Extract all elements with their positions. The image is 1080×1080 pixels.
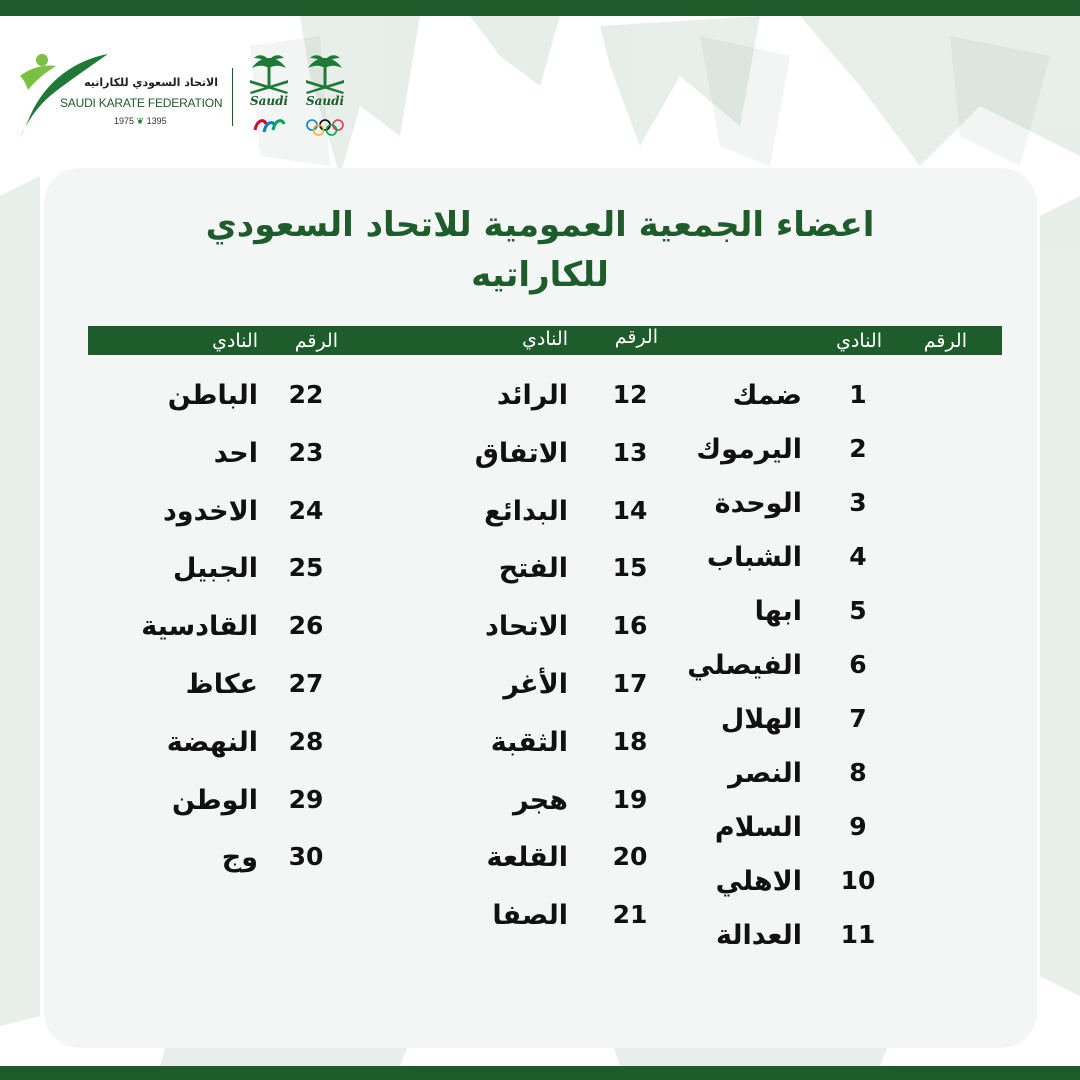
- karate-kick-icon: [16, 46, 112, 142]
- member-number: 17: [612, 669, 648, 698]
- club-name: ابها: [754, 596, 802, 627]
- table-row: [380, 787, 680, 827]
- club-name: عكاظ: [185, 669, 258, 700]
- federation-arabic-name: الاتحاد السعودي للكاراتيه: [84, 76, 218, 89]
- club-name: الثقبة: [490, 727, 568, 758]
- member-number: 11: [840, 920, 876, 949]
- year-hijri: 1395: [146, 116, 167, 126]
- member-number: 7: [849, 704, 867, 733]
- member-number: 14: [612, 496, 648, 525]
- club-name: العدالة: [716, 920, 802, 951]
- club-name: الاتفاق: [474, 438, 568, 469]
- member-number: 16: [612, 611, 648, 640]
- club-name: الاتحاد: [485, 611, 568, 642]
- table-row: [60, 382, 360, 422]
- club-name: ضمك: [732, 380, 802, 411]
- table-row: [380, 440, 680, 480]
- table-row: [380, 382, 680, 422]
- table-row: [60, 440, 360, 480]
- table-row: [700, 706, 1000, 746]
- saudi-karate-federation-logo: [16, 46, 226, 146]
- table-row: [380, 902, 680, 942]
- club-name: الصفا: [492, 900, 568, 931]
- clubs-column-3: [60, 382, 360, 982]
- table-row: [60, 498, 360, 538]
- member-number: 4: [849, 542, 867, 571]
- club-name: الأغر: [503, 669, 568, 700]
- table-row: [700, 868, 1000, 908]
- member-number: 21: [612, 900, 648, 929]
- club-name: الاخدود: [162, 496, 258, 527]
- club-name: الوطن: [171, 785, 258, 816]
- table-row: [60, 729, 360, 769]
- table-row: [700, 814, 1000, 854]
- federation-english-name: SAUDI KARATE FEDERATION: [60, 96, 223, 110]
- column2-club-header: النادي: [522, 328, 568, 350]
- member-number: 29: [288, 785, 324, 814]
- member-number: 6: [849, 650, 867, 679]
- page-title-line2: للكاراتيه: [471, 255, 609, 295]
- table-row: [380, 729, 680, 769]
- saudi-paralympic-logo: [244, 54, 294, 146]
- member-number: 22: [288, 380, 324, 409]
- club-name: الرائد: [496, 380, 568, 411]
- club-name: احد: [213, 438, 258, 469]
- member-number: 24: [288, 496, 324, 525]
- table-row: [700, 760, 1000, 800]
- club-name: النصر: [728, 758, 802, 789]
- member-number: 2: [849, 434, 867, 463]
- palm-icon: ❦: [136, 116, 145, 126]
- table-row: [380, 671, 680, 711]
- saudi-wordmark: Saudi: [305, 94, 345, 108]
- table-row: [700, 598, 1000, 638]
- table-row: [700, 382, 1000, 422]
- club-name: الباطن: [167, 380, 258, 411]
- saudi-olympic-logo: [300, 54, 350, 146]
- member-number: 28: [288, 727, 324, 756]
- clubs-column-1: [687, 380, 1000, 982]
- column2-number-header: الرقم: [614, 326, 658, 348]
- club-name: السلام: [714, 812, 802, 843]
- clubs-column-2: [380, 382, 680, 982]
- top-green-bar: [0, 0, 1080, 16]
- member-number: 5: [849, 596, 867, 625]
- club-name: هجر: [513, 785, 568, 816]
- member-number: 8: [849, 758, 867, 787]
- olympic-rings-icon: [305, 118, 345, 138]
- palm-swords-icon: [244, 54, 294, 96]
- table-row: [60, 613, 360, 653]
- member-number: 15: [612, 553, 648, 582]
- member-number: 23: [288, 438, 324, 467]
- club-name: القادسية: [141, 611, 258, 642]
- bottom-green-bar: [0, 1066, 1080, 1080]
- table-row: [60, 671, 360, 711]
- table-row: [700, 544, 1000, 584]
- table-row: [380, 613, 680, 653]
- table-row: [380, 555, 680, 595]
- table-row: [60, 555, 360, 595]
- member-number: 1: [849, 380, 867, 409]
- club-name: وج: [221, 842, 258, 873]
- table-row: [60, 787, 360, 827]
- club-name: الجبيل: [173, 553, 258, 584]
- member-number: 26: [288, 611, 324, 640]
- club-name: القلعة: [486, 842, 568, 873]
- federation-years: [114, 116, 167, 127]
- palm-swords-icon: [300, 54, 350, 96]
- member-number: 10: [840, 866, 876, 895]
- column3-number-header: الرقم: [294, 330, 338, 352]
- member-number: 12: [612, 380, 648, 409]
- table-row: [700, 490, 1000, 530]
- table-row: [696, 434, 1000, 476]
- table-row: [687, 650, 1000, 692]
- table-row: [380, 498, 680, 538]
- column1-number-header: الرقم: [923, 330, 967, 352]
- club-name: الاهلي: [715, 866, 802, 897]
- member-number: 25: [288, 553, 324, 582]
- paralympic-icon: [252, 116, 286, 136]
- member-number: 3: [849, 488, 867, 517]
- member-number: 9: [849, 812, 867, 841]
- club-name: النهضة: [166, 727, 258, 758]
- header-divider: [232, 68, 233, 126]
- table-row: [380, 844, 680, 884]
- saudi-wordmark: Saudi: [249, 94, 289, 108]
- member-number: 18: [612, 727, 648, 756]
- club-name: الشباب: [706, 542, 802, 573]
- table-row: [60, 844, 360, 884]
- club-name: البدائع: [484, 496, 568, 527]
- member-number: 19: [612, 785, 648, 814]
- page-title-line1: اعضاء الجمعية العمومية للاتحاد السعودي: [205, 205, 875, 245]
- column3-club-header: النادي: [212, 330, 258, 352]
- table-row: [700, 922, 1000, 962]
- member-number: 27: [288, 669, 324, 698]
- column1-club-header: النادي: [836, 330, 882, 352]
- year-gregorian: 1975: [114, 116, 135, 126]
- club-name: اليرموك: [696, 434, 802, 465]
- member-number: 20: [612, 842, 648, 871]
- member-number: 30: [288, 842, 324, 871]
- club-name: الوحدة: [714, 488, 802, 519]
- club-name: الهلال: [720, 704, 802, 735]
- member-number: 13: [612, 438, 648, 467]
- club-name: الفتح: [498, 553, 568, 584]
- club-name: الفيصلي: [687, 650, 802, 681]
